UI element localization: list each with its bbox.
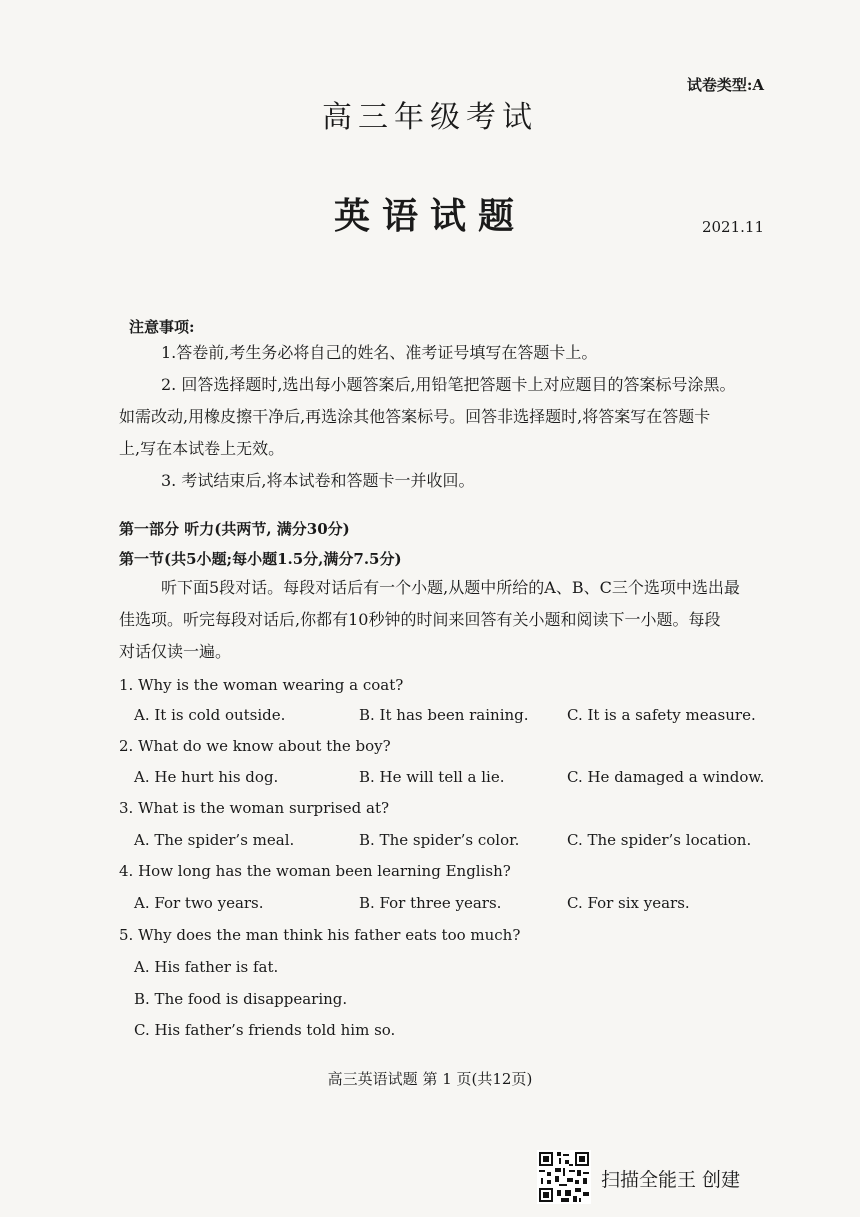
subject-title: 英语试题 (333, 195, 526, 237)
question-1-option-c: C. It is a safety measure. (567, 706, 756, 724)
question-5-option-a: A. His father is fat. (134, 958, 279, 976)
notice-item-2-line-1: 2. 回答选择题时,选出每小题答案后,用铅笔把答题卡上对应题目的答案标号涂黑。 (161, 375, 736, 394)
notice-block (119, 337, 775, 497)
qr-code-icon (537, 1150, 591, 1204)
question-2-option-c: C. He damaged a window. (567, 768, 765, 786)
section1-instructions (119, 572, 775, 668)
section1-heading: 第一节(共5小题;每小题1.5分,满分7.5分) (119, 550, 402, 568)
question-2-option-a: A. He hurt his dog. (134, 768, 279, 786)
question-4-stem: 4. How long has the woman been learning English? (119, 862, 511, 880)
question-1-option-a: A. It is cold outside. (134, 706, 286, 724)
instructions-line-3: 对话仅读一遍。 (119, 642, 232, 661)
question-5-option-b: B. The food is disappearing. (134, 990, 348, 1008)
question-3-option-c: C. The spider’s location. (567, 831, 752, 849)
question-4-option-b: B. For three years. (359, 894, 502, 912)
exam-date: 2021.11 (701, 218, 764, 236)
notice-item-1: 1.答卷前,考生务必将自己的姓名、准考证号填写在答题卡上。 (161, 343, 598, 362)
instructions-line-1: 听下面5段对话。每段对话后有一个小题,从题中所给的A、B、C三个选项中选出最 (161, 578, 740, 597)
instructions-line-2: 佳选项。听完每段对话后,你都有10秒钟的时间来回答有关小题和阅读下一小题。每段 (119, 610, 721, 629)
paper-type-label: 试卷类型:A (686, 76, 764, 94)
scanner-watermark-text: 扫描全能王 创建 (601, 1169, 741, 1191)
grade-title: 高三年级考试 (322, 100, 538, 135)
question-2-option-b: B. He will tell a lie. (359, 768, 505, 786)
part1-heading: 第一部分 听力(共两节, 满分30分) (119, 520, 350, 538)
page-footer: 高三英语试题 第 1 页(共12页) (327, 1070, 533, 1088)
question-5-stem: 5. Why does the man think his father eats too much? (119, 926, 521, 944)
question-1-option-b: B. It has been raining. (359, 706, 529, 724)
notice-item-2-line-2: 如需改动,用橡皮擦干净后,再选涂其他答案标号。回答非选择题时,将答案写在答题卡 (119, 407, 711, 426)
question-3-option-a: A. The spider’s meal. (134, 831, 295, 849)
notice-item-3: 3. 考试结束后,将本试卷和答题卡一并收回。 (161, 471, 475, 490)
question-2-stem: 2. What do we know about the boy? (119, 737, 391, 755)
question-3-stem: 3. What is the woman surprised at? (119, 799, 390, 817)
question-1-stem: 1. Why is the woman wearing a coat? (119, 676, 404, 694)
question-5-option-c: C. His father’s friends told him so. (134, 1021, 396, 1039)
question-3-option-b: B. The spider’s color. (359, 831, 520, 849)
notice-item-2-line-3: 上,写在本试卷上无效。 (119, 439, 285, 458)
question-4-option-a: A. For two years. (134, 894, 264, 912)
notice-heading: 注意事项: (129, 318, 195, 336)
question-4-option-c: C. For six years. (567, 894, 690, 912)
